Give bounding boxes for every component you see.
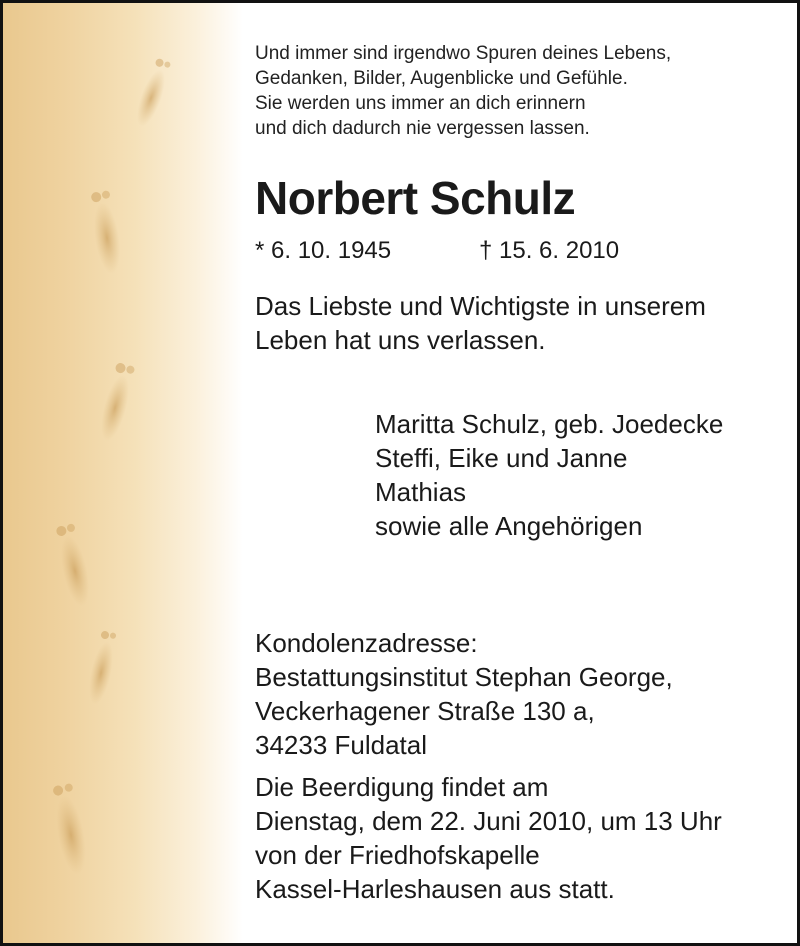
address-line: Kondolenzadresse: <box>255 628 478 658</box>
funeral-line: Die Beerdigung findet am <box>255 772 549 802</box>
address-line: Bestattungsinstitut Stephan George, <box>255 662 673 692</box>
memorial-poem <box>255 41 671 141</box>
mourner-entry: Steffi, Eike und Janne <box>375 443 628 473</box>
funeral-line: Kassel-Harleshausen aus statt. <box>255 874 615 904</box>
footprint <box>96 362 138 444</box>
footprint <box>53 523 94 609</box>
death-date: † 15. 6. 2010 <box>479 237 620 264</box>
footprint <box>49 783 90 877</box>
statement-line: Leben hat uns verlassen. <box>255 325 546 355</box>
funeral-line: von der Friedhofskapelle <box>255 840 540 870</box>
footprints-in-sand-image <box>3 3 243 943</box>
mourners-list <box>375 407 723 543</box>
footprint <box>131 57 174 130</box>
address-line: 34233 Fuldatal <box>255 730 428 760</box>
footprint <box>89 190 124 276</box>
condolence-address <box>255 626 673 762</box>
life-dates <box>255 237 775 265</box>
statement-line: Das Liebste und Wichtigste in unserem <box>255 291 706 321</box>
poem-line: Und immer sind irgendwo Spuren deines Lebens, <box>255 43 672 64</box>
poem-line: Sie werden uns immer an dich erinnern <box>255 93 586 114</box>
footprints-illustration <box>3 3 243 946</box>
address-line: Veckerhagener Straße 130 a, <box>255 696 595 726</box>
birth-date: * 6. 10. 1945 <box>255 237 392 264</box>
poem-line: und dich dadurch nie vergessen lassen. <box>255 118 590 139</box>
loss-statement <box>255 289 706 357</box>
poem-line: Gedanken, Bilder, Augenblicke und Gefühle. <box>255 68 628 89</box>
mourner-entry: Mathias <box>375 477 467 507</box>
mourner-entry: sowie alle Angehörigen <box>375 511 643 541</box>
footprint <box>85 630 120 707</box>
funeral-info <box>255 770 722 906</box>
deceased-name: Norbert Schulz <box>255 172 576 224</box>
mourner-entry: Maritta Schulz, geb. Joedecke <box>375 409 724 439</box>
funeral-line: Dienstag, dem 22. Juni 2010, um 13 Uhr <box>255 806 722 836</box>
notice-content <box>255 3 797 943</box>
